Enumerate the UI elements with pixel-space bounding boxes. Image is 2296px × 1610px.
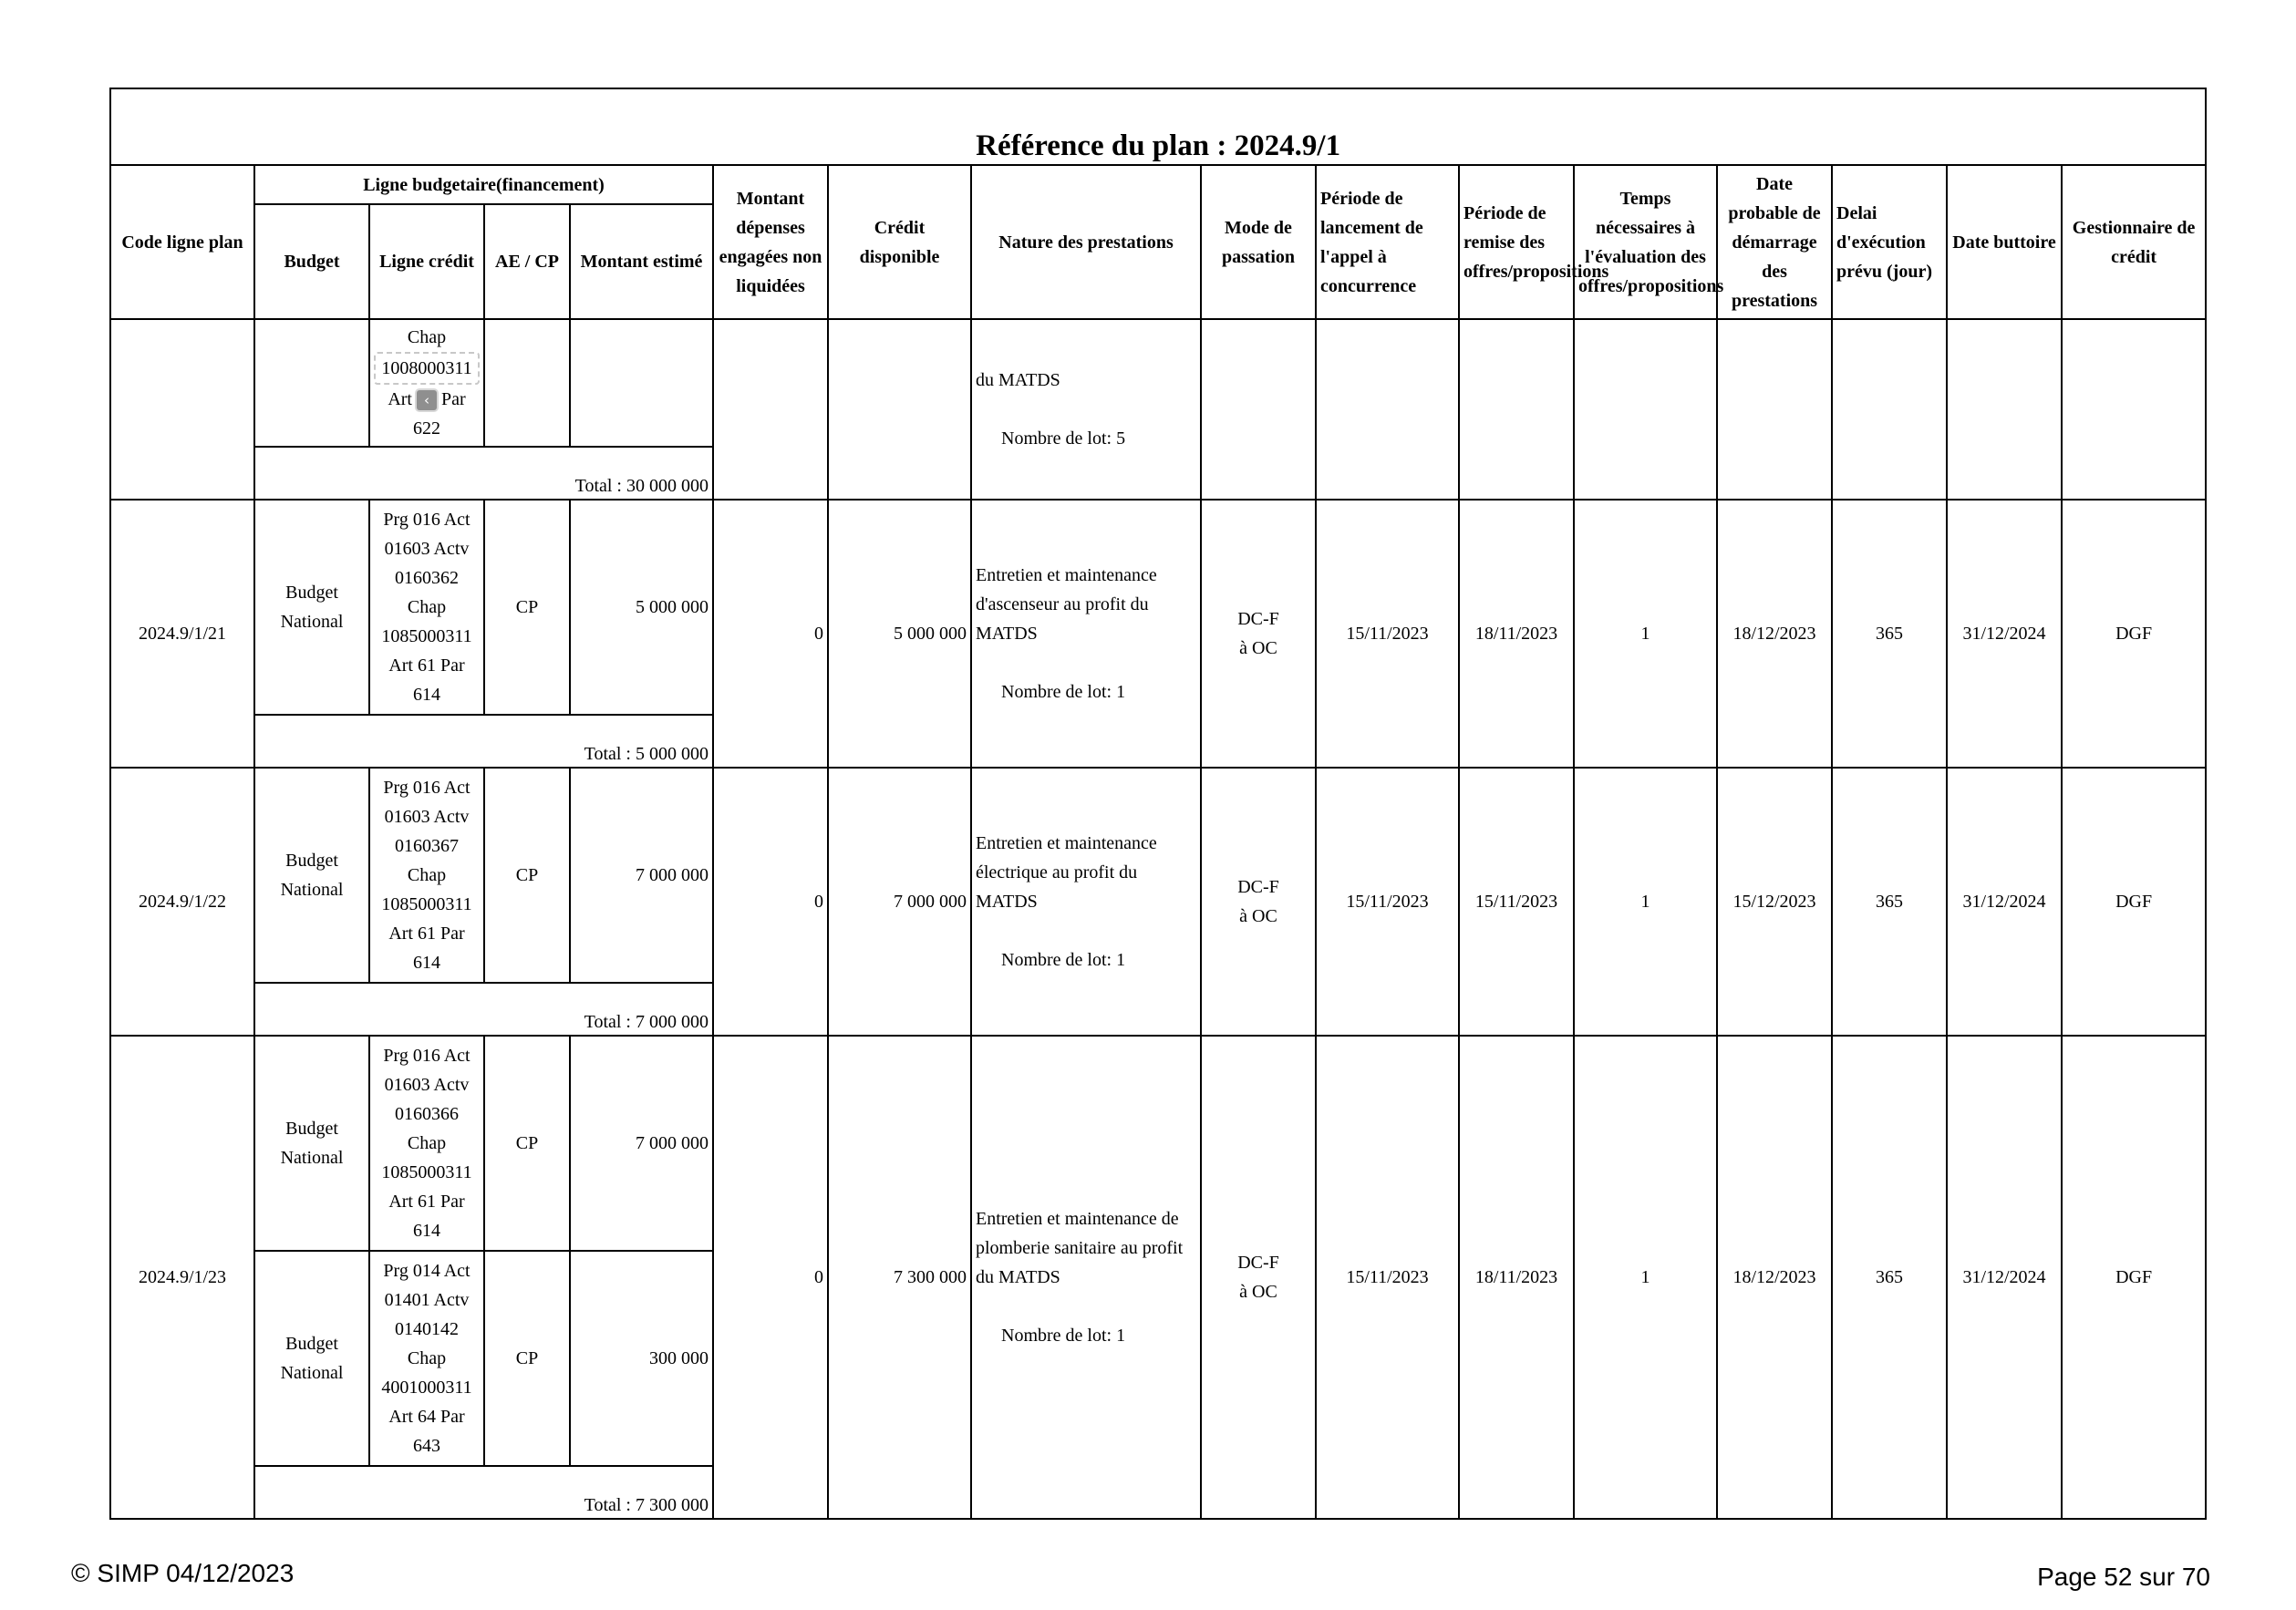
date-probable-cell: 15/12/2023	[1717, 768, 1832, 1036]
temps-cell	[1574, 319, 1717, 500]
ae-cp-cell: CP	[484, 500, 570, 715]
credit-disponible-cell	[828, 319, 971, 500]
ligne-credit-line: 0140142	[395, 1319, 459, 1339]
montant-depenses-cell: 0	[713, 1036, 828, 1519]
nature-text: Entretien et maintenance d'ascenseur au profit du MATDS	[976, 565, 1157, 644]
delai-cell: 365	[1832, 768, 1947, 1036]
ligne-credit-line: 622	[413, 418, 440, 439]
ligne-credit-line: Chap	[407, 597, 447, 617]
temps-cell: 1	[1574, 768, 1717, 1036]
mode-line: à OC	[1239, 1282, 1277, 1302]
chevron-left-icon[interactable]: ‹	[417, 390, 437, 410]
table-row	[110, 1036, 2206, 1251]
nature-cell	[971, 1036, 1201, 1519]
total-value: 5 000 000	[636, 744, 708, 764]
ligne-credit-line-wrap	[374, 385, 480, 414]
delai-cell: 365	[1832, 1036, 1947, 1519]
ligne-credit-cell	[369, 319, 484, 447]
total-value: 30 000 000	[626, 476, 708, 496]
header-periode-remise: Période de remise des offres/propositions	[1459, 165, 1574, 319]
periode-lancement-cell	[1316, 319, 1459, 500]
mode-passation-cell	[1201, 319, 1316, 500]
ae-cp-cell: CP	[484, 1251, 570, 1466]
mode-line: à OC	[1239, 906, 1277, 926]
gestionnaire-cell: DGF	[2062, 500, 2206, 768]
ligne-credit-line: Chap	[407, 1133, 447, 1153]
budget-cell: Budget National	[254, 1251, 369, 1466]
header-ligne-budgetaire: Ligne budgetaire(financement)	[254, 165, 713, 204]
periode-remise-cell: 15/11/2023	[1459, 768, 1574, 1036]
ligne-credit-cell	[369, 1036, 484, 1251]
total-label: Total :	[584, 1012, 631, 1032]
montant-estime-cell	[570, 319, 713, 447]
plan-body	[110, 319, 2206, 1519]
lot-count: Nombre de lot: 1	[1001, 1326, 1126, 1346]
total-value: 7 000 000	[636, 1012, 708, 1032]
total-value: 7 300 000	[636, 1495, 708, 1515]
table-row	[110, 768, 2206, 983]
montant-estime-cell: 7 000 000	[570, 1036, 713, 1251]
date-probable-cell: 18/12/2023	[1717, 1036, 1832, 1519]
mode-line: DC-F	[1237, 1253, 1279, 1273]
budget-cell: Budget National	[254, 1036, 369, 1251]
ligne-credit-line: 0160366	[395, 1104, 459, 1124]
ae-cp-cell: CP	[484, 768, 570, 983]
header-budget: Budget	[254, 204, 369, 319]
total-cell	[254, 715, 713, 768]
header-montant-depenses: Montant dépenses engagées non liquidées	[713, 165, 828, 319]
plan-title: Référence du plan : 2024.9/1	[110, 88, 2206, 165]
ligne-credit-cell	[369, 768, 484, 983]
nature-text: Entretien et maintenance électrique au profit du MATDS	[976, 833, 1157, 912]
ligne-credit-line: 0160367	[395, 836, 459, 856]
header-ae-cp: AE / CP	[484, 204, 570, 319]
ligne-credit-line: 01603 Actv	[384, 539, 470, 559]
montant-estime-cell: 7 000 000	[570, 768, 713, 983]
header-gestionnaire: Gestionnaire de crédit	[2062, 165, 2206, 319]
lot-count: Nombre de lot: 1	[1001, 682, 1126, 702]
header-date-probable: Date probable de démarrage des prestations	[1717, 165, 1832, 319]
header-montant-estime: Montant estimé	[570, 204, 713, 319]
mode-line: DC-F	[1237, 877, 1279, 897]
ligne-credit-cell	[369, 1251, 484, 1466]
delai-cell	[1832, 319, 1947, 500]
ligne-credit-line: 614	[413, 685, 440, 705]
nature-cell	[971, 500, 1201, 768]
header-temps: Temps nécessaires à l'évaluation des offres/propositions	[1574, 165, 1717, 319]
date-probable-cell	[1717, 319, 1832, 500]
ligne-credit-line: Art 61 Par	[388, 924, 465, 944]
montant-depenses-cell: 0	[713, 768, 828, 1036]
date-buttoire-cell	[1947, 319, 2062, 500]
table-row	[110, 319, 2206, 447]
total-cell	[254, 1466, 713, 1519]
nature-cell	[971, 319, 1201, 500]
credit-disponible-cell: 5 000 000	[828, 500, 971, 768]
ligne-credit-line: Chap	[407, 1348, 447, 1368]
mode-passation-cell	[1201, 1036, 1316, 1519]
montant-depenses-cell	[713, 319, 828, 500]
header-code: Code ligne plan	[110, 165, 254, 319]
temps-cell: 1	[1574, 500, 1717, 768]
montant-estime-cell: 300 000	[570, 1251, 713, 1466]
mode-passation-cell	[1201, 768, 1316, 1036]
gestionnaire-cell: DGF	[2062, 768, 2206, 1036]
ligne-credit-line: Prg 016 Act	[383, 510, 471, 530]
plan-sheet	[109, 88, 2207, 1520]
ligne-credit-line: Chap	[407, 327, 447, 347]
periode-lancement-cell: 15/11/2023	[1316, 1036, 1459, 1519]
total-label: Total :	[574, 476, 622, 496]
montant-depenses-cell: 0	[713, 500, 828, 768]
ligne-credit-line: Prg 014 Act	[383, 1261, 471, 1281]
total-label: Total :	[584, 744, 631, 764]
periode-remise-cell	[1459, 319, 1574, 500]
ligne-credit-line: 01603 Actv	[384, 1075, 470, 1095]
credit-disponible-cell: 7 000 000	[828, 768, 971, 1036]
periode-lancement-cell: 15/11/2023	[1316, 768, 1459, 1036]
date-buttoire-cell: 31/12/2024	[1947, 768, 2062, 1036]
header-credit-disponible: Crédit disponible	[828, 165, 971, 319]
ligne-credit-line: 1085000311	[381, 626, 472, 646]
code-ligne-cell: 2024.9/1/22	[110, 768, 254, 1036]
ae-cp-cell	[484, 319, 570, 447]
periode-remise-cell: 18/11/2023	[1459, 1036, 1574, 1519]
header-periode-lancement: Période de lancement de l'appel à concurrence	[1316, 165, 1459, 319]
date-probable-cell: 18/12/2023	[1717, 500, 1832, 768]
plan-table	[109, 88, 2207, 1520]
budget-cell: Budget National	[254, 768, 369, 983]
ligne-credit-line: Chap	[407, 865, 447, 885]
nature-cell	[971, 768, 1201, 1036]
ligne-credit-line: 01603 Actv	[384, 807, 470, 827]
date-buttoire-cell: 31/12/2024	[1947, 1036, 2062, 1519]
budget-cell	[254, 319, 369, 447]
header-ligne-credit: Ligne crédit	[369, 204, 484, 319]
mode-line: à OC	[1239, 638, 1277, 658]
footer-page-number: Page 52 sur 70	[2037, 1563, 2210, 1591]
date-buttoire-cell: 31/12/2024	[1947, 500, 2062, 768]
nature-text: du MATDS	[976, 370, 1060, 390]
header-nature: Nature des prestations	[971, 165, 1201, 319]
table-row	[110, 500, 2206, 715]
ligne-credit-line: Par	[441, 389, 466, 409]
periode-lancement-cell: 15/11/2023	[1316, 500, 1459, 768]
ligne-credit-line: Prg 016 Act	[383, 778, 471, 798]
total-cell	[254, 983, 713, 1036]
periode-remise-cell: 18/11/2023	[1459, 500, 1574, 768]
gestionnaire-cell: DGF	[2062, 1036, 2206, 1519]
ligne-credit-line: 01401 Actv	[384, 1290, 470, 1310]
ligne-credit-line: Art 61 Par	[388, 1192, 465, 1212]
code-ligne-cell	[110, 319, 254, 500]
ligne-credit-line: 1085000311	[381, 894, 472, 914]
ligne-credit-line: Art 64 Par	[388, 1407, 465, 1427]
gestionnaire-cell	[2062, 319, 2206, 500]
footer-copyright: © SIMP 04/12/2023	[71, 1559, 295, 1587]
ligne-credit-cell	[369, 500, 484, 715]
ligne-credit-line: 4001000311	[381, 1378, 472, 1398]
mode-passation-cell	[1201, 500, 1316, 768]
ligne-credit-line: Art	[388, 389, 412, 409]
montant-estime-cell: 5 000 000	[570, 500, 713, 715]
ligne-credit-line: 643	[413, 1436, 440, 1456]
header-mode: Mode de passation	[1201, 165, 1316, 319]
ligne-credit-line: Art 61 Par	[388, 655, 465, 676]
lot-count: Nombre de lot: 5	[1001, 428, 1126, 449]
ligne-credit-line: 614	[413, 953, 440, 973]
budget-cell: Budget National	[254, 500, 369, 715]
delai-cell: 365	[1832, 500, 1947, 768]
code-ligne-cell: 2024.9/1/23	[110, 1036, 254, 1519]
lot-count: Nombre de lot: 1	[1001, 950, 1126, 970]
ae-cp-cell: CP	[484, 1036, 570, 1251]
header-date-buttoire: Date buttoire	[1947, 165, 2062, 319]
header-delai: Delai d'exécution prévu (jour)	[1832, 165, 1947, 319]
mode-line: DC-F	[1237, 609, 1279, 629]
ligne-credit-line: 614	[413, 1221, 440, 1241]
code-ligne-cell: 2024.9/1/21	[110, 500, 254, 768]
ligne-credit-line: 1085000311	[381, 1162, 472, 1182]
total-label: Total :	[584, 1495, 631, 1515]
temps-cell: 1	[1574, 1036, 1717, 1519]
credit-disponible-cell: 7 300 000	[828, 1036, 971, 1519]
ligne-credit-line: 0160362	[395, 568, 459, 588]
ligne-credit-line: 1008000311	[374, 352, 480, 385]
total-cell	[254, 447, 713, 500]
ligne-credit-line: Prg 016 Act	[383, 1046, 471, 1066]
nature-text: Entretien et maintenance de plomberie sanitaire au profit du MATDS	[976, 1209, 1184, 1287]
